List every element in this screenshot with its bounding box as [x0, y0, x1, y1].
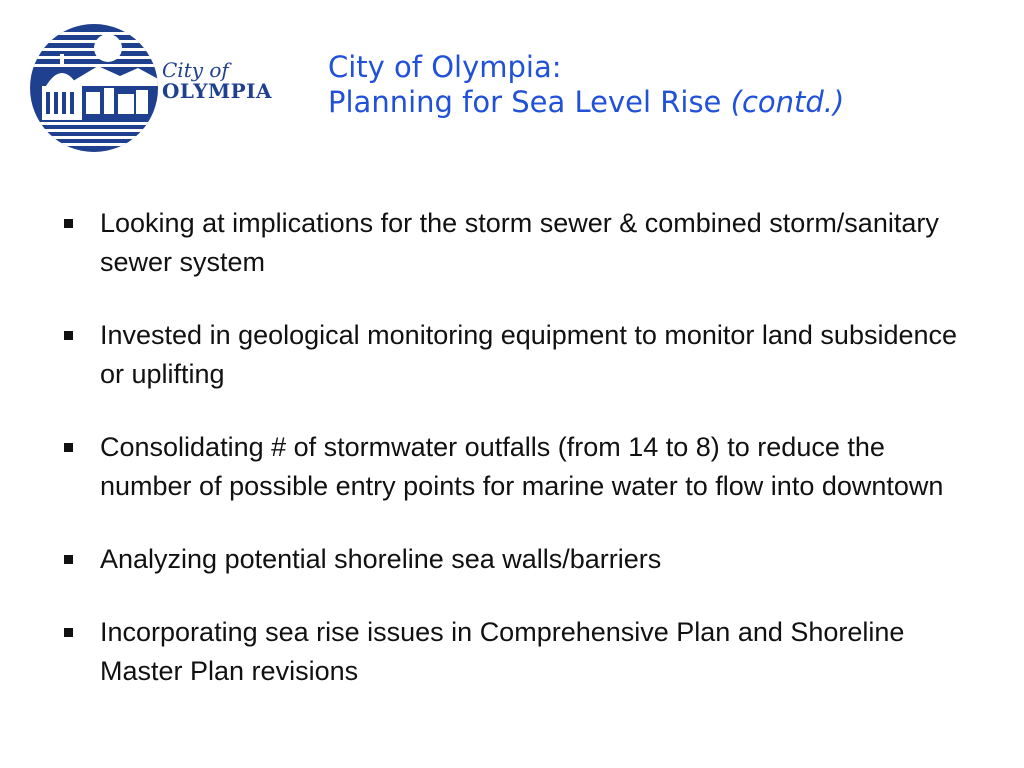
title-line-1: City of Olympia: [328, 50, 562, 84]
bullet-text: Analyzing potential shoreline sea walls/barriers [100, 544, 662, 574]
wordmark-city-of: City of [162, 58, 229, 82]
square-bullet-icon [64, 331, 73, 340]
title-contd: (contd.) [730, 85, 845, 120]
bullet-text: Invested in geological monitoring equipment to monitor land subsidence or uplifting [100, 320, 958, 389]
bullet-text: Incorporating sea rise issues in Comprehensive Plan and Shoreline Master Plan revisions [100, 617, 905, 686]
city-seal-icon [28, 22, 160, 154]
bullet-text: Looking at implications for the storm sewer & combined storm/sanitary sewer system [100, 208, 939, 277]
wordmark-olympia: OLYMPIA [162, 79, 273, 103]
bullet-item [62, 204, 962, 282]
bullet-item [62, 613, 962, 691]
slide-title [328, 50, 844, 121]
square-bullet-icon [64, 628, 73, 637]
bullet-item [62, 316, 962, 394]
bullet-item [62, 428, 962, 506]
square-bullet-icon [64, 443, 73, 452]
bullet-item [62, 540, 962, 579]
city-wordmark [162, 60, 272, 102]
bullet-text: Consolidating # of stormwater outfalls (from 14 to 8) to reduce the number of possible entry points for marine water to flow into downtown [100, 432, 944, 501]
city-logo [28, 22, 278, 154]
title-line-2-main: Planning for Sea Level Rise [328, 85, 731, 120]
square-bullet-icon [64, 555, 73, 564]
title-line-2 [328, 85, 844, 120]
square-bullet-icon [64, 219, 73, 228]
bullet-list [62, 204, 962, 725]
